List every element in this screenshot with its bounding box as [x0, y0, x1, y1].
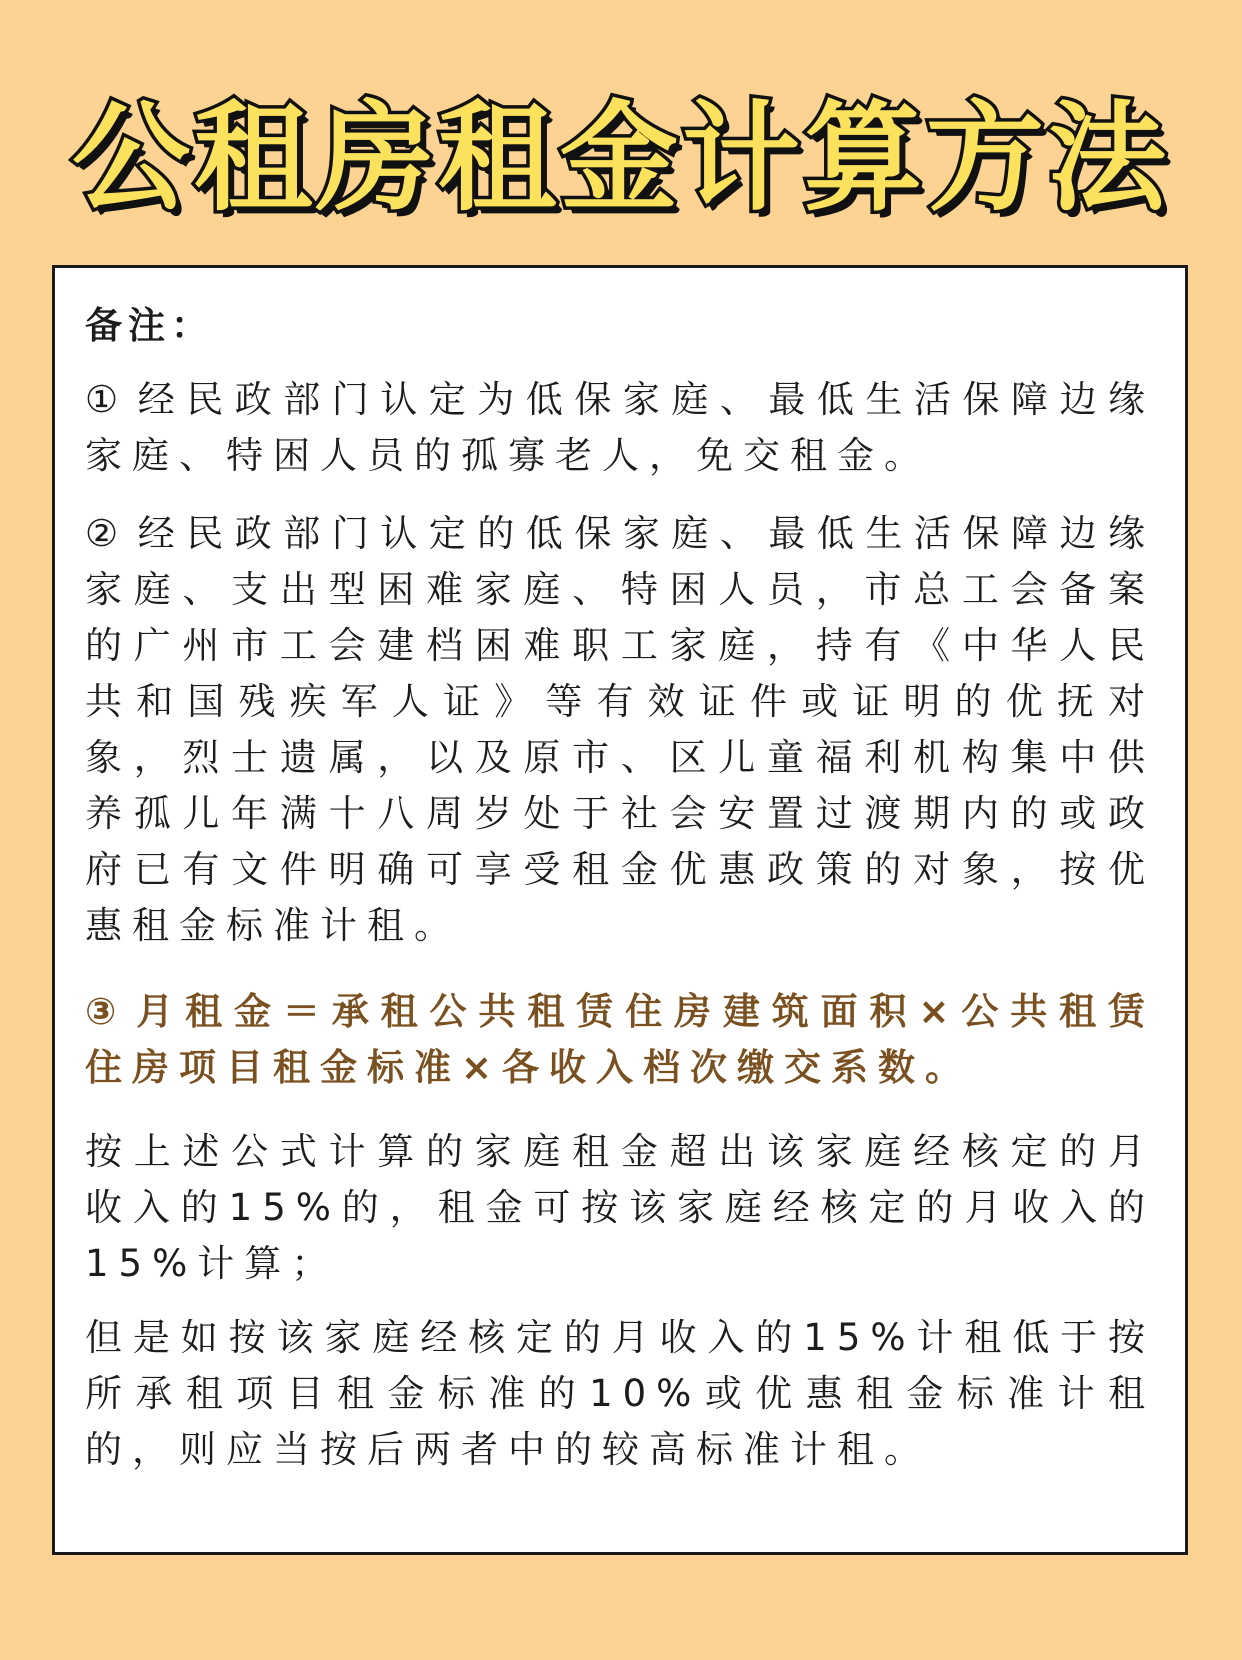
explanation-paragraph-2: 但是如按该家庭经核定的月收入的15%计租低于按所承租项目租金标准的10%或优惠租金标准计租的，则应当按后两者中的较高标准计租。 [85, 1316, 1155, 1471]
note-item-2-text: 经民政部门认定的低保家庭、最低生活保障边缘家庭、支出型困难家庭、特困人员，市总工会备案的广州市工会建档困难职工家庭，持有《中华人民共和国残疾军人证》等有效证件或证明的优抚对象，烈士遗属，以及原市、区儿童福利机构集中供养孤儿年满十八周岁处于社会安置过渡期内的或政府已有文件明确可享受租金优惠政策的对象，按优惠租金标准计租。 [85, 512, 1155, 947]
note-item-2-number: ② [85, 512, 120, 555]
note-item-3-number: ③ [85, 990, 119, 1033]
explanation-paragraph-1: 按上述公式计算的家庭租金超出该家庭经核定的月收入的15%的，租金可按该家庭经核定的月收入的15%计算； [85, 1130, 1155, 1285]
note-item-1-number: ① [85, 378, 120, 421]
note-item-1 [85, 372, 1155, 484]
page-title: 公租房租金计算方法 [71, 89, 1170, 227]
note-item-3-formula [85, 984, 1155, 1096]
notes-card [52, 265, 1188, 1555]
note-item-1-text: 经民政部门认定为低保家庭、最低生活保障边缘家庭、特困人员的孤寡老人，免交租金。 [85, 378, 1155, 477]
note-item-3-text: 月租金＝承租公共租赁住房建筑面积×公共租赁住房项目租金标准×各收入档次缴交系数。 [85, 990, 1155, 1089]
notes-content [85, 298, 1155, 1496]
notes-heading: 备注： [85, 304, 214, 347]
note-item-2 [85, 506, 1155, 954]
